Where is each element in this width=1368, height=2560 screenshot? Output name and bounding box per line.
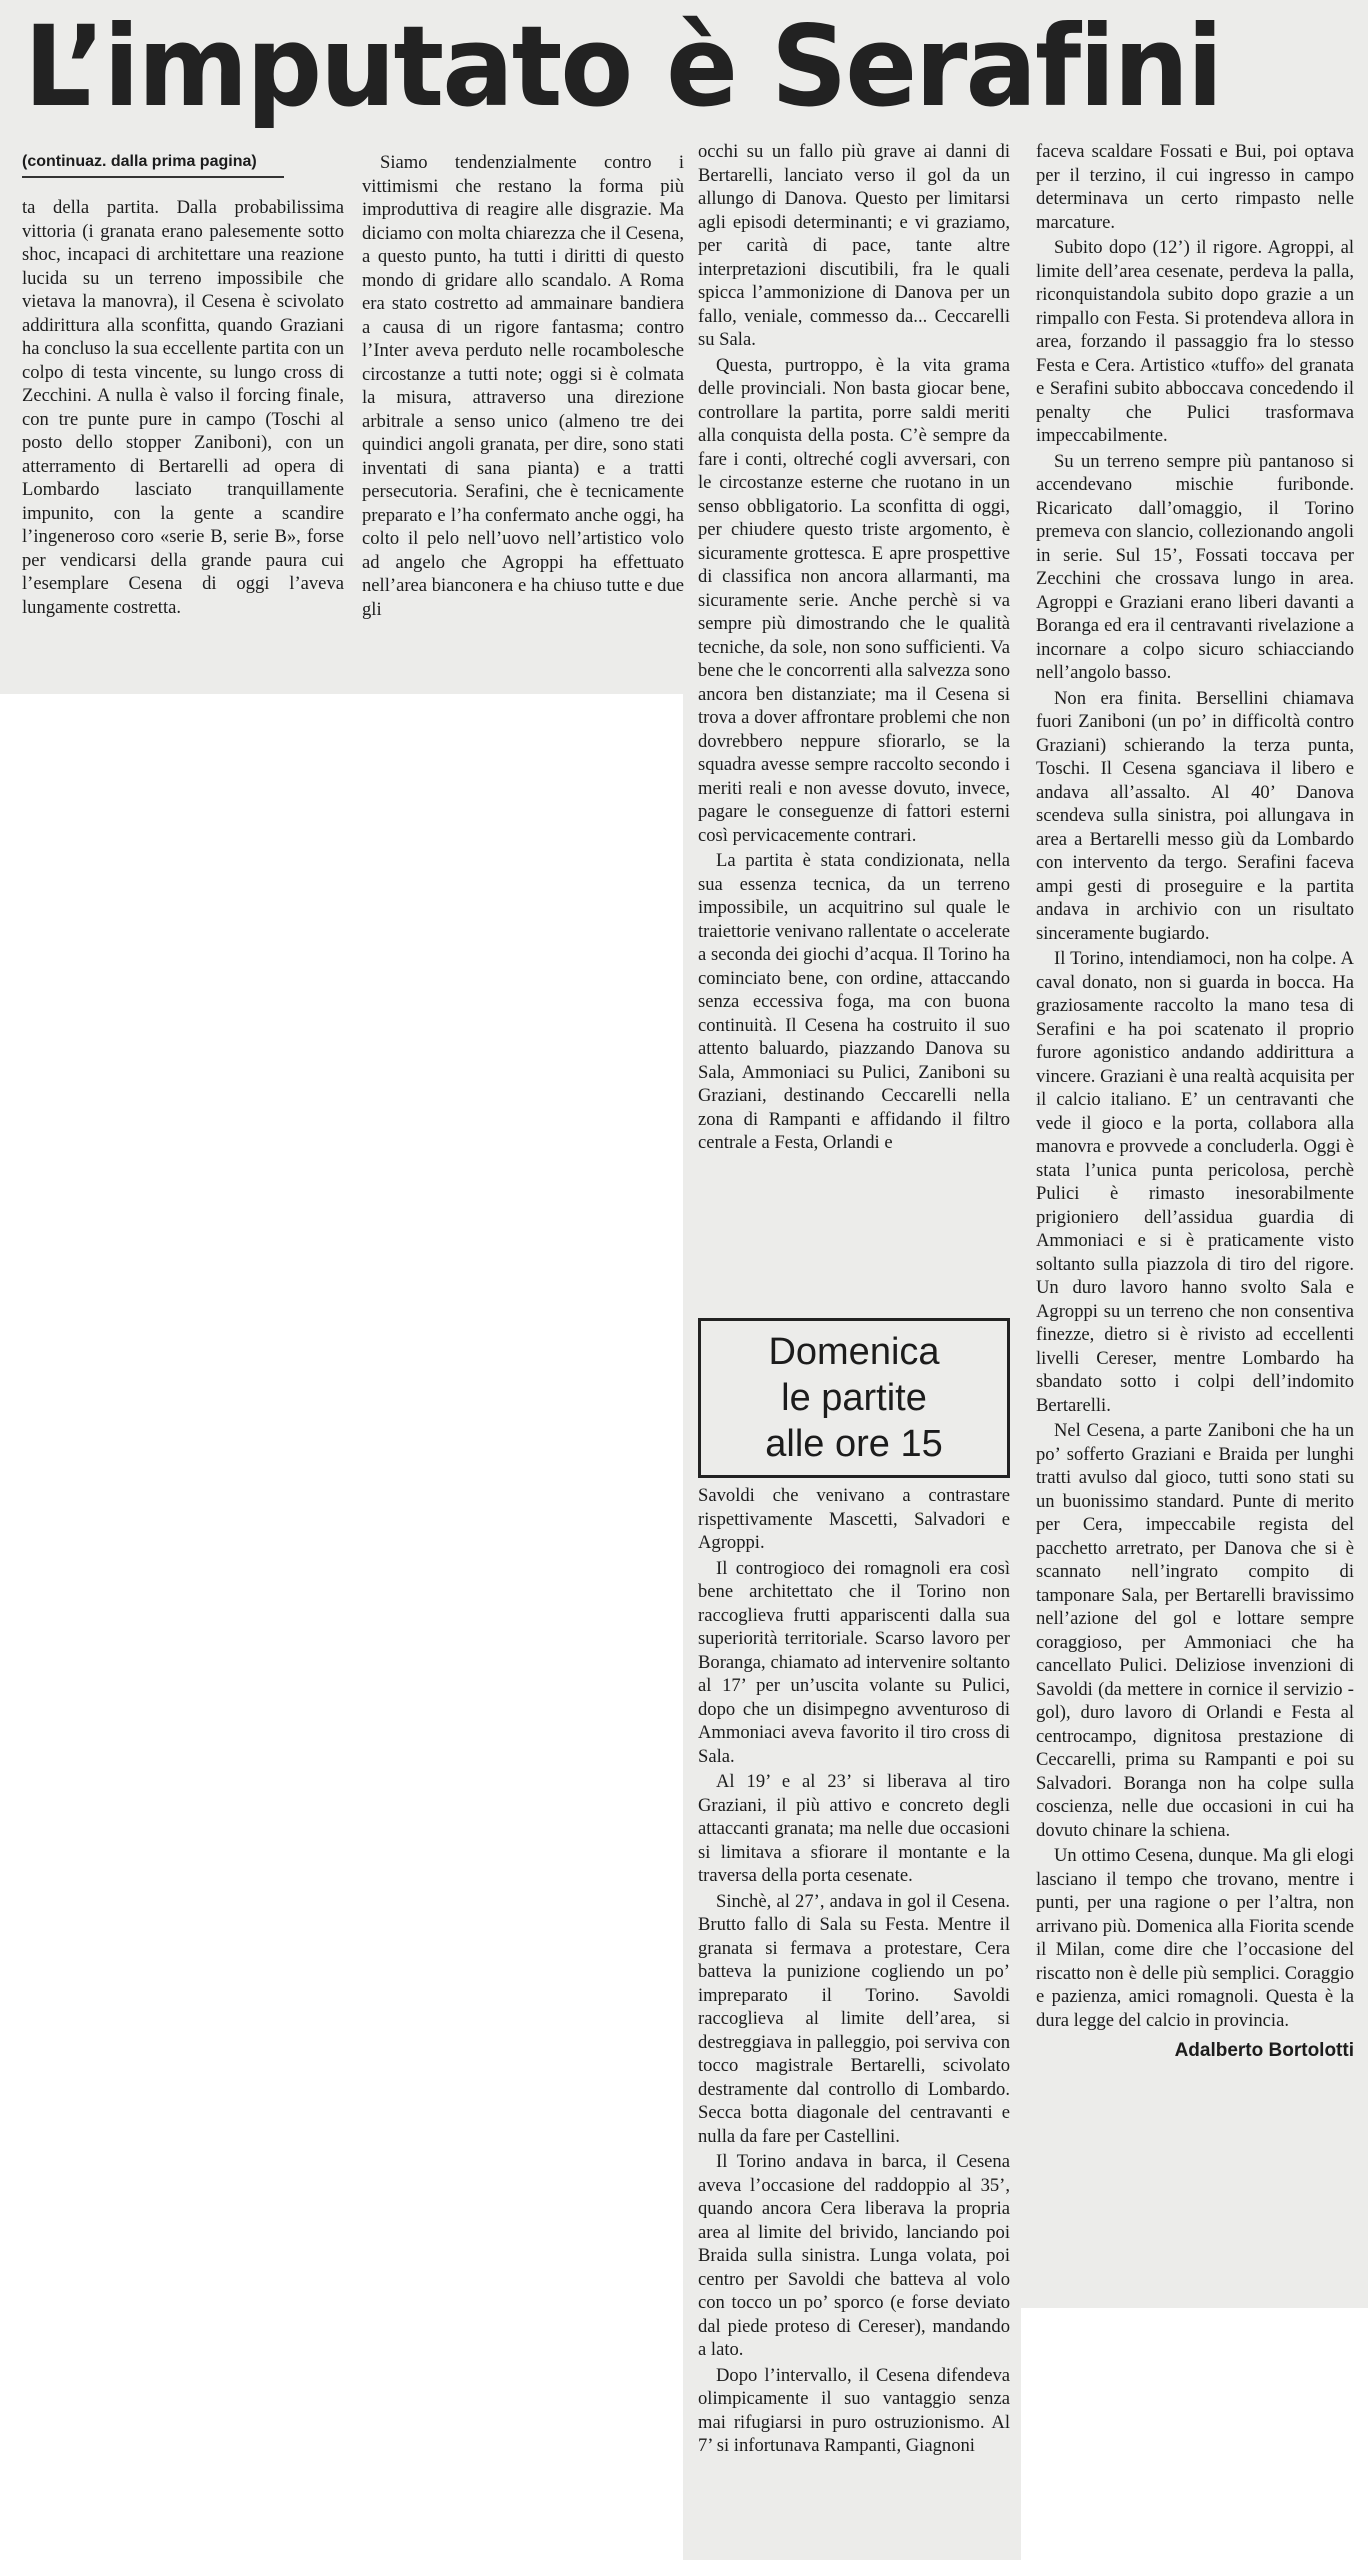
paragraph: Dopo l’intervallo, il Cesena difendeva olimpicamente il suo vantaggio senza mai rifugiarsi in puro ostruzionismo. Al 7’ si infortunava Rampanti, Giagnoni [698, 2364, 1010, 2456]
paragraph: Sinchè, al 27’, andava in gol il Cesena. Brutto fallo di Sala su Festa. Mentre il granata si fermava a protestare, Cera batteva la punizione cogliendo un po’ impreparato il Torino. Savoldi raccoglieva al limite dell’area, si destreggiava in palleggio, poi serviva con tocco magistrale Bertarelli, scivolato destramente dal controllo di Lombardo. Secca botta diagonale del centravanti e nulla da fare per Castellini. [698, 1890, 1010, 2147]
paragraph: Siamo tendenzialmente contro i vittimismi che restano la forma più improduttiva di reagire alle disgrazie. Ma diciamo con molta chiarezza che il Cesena, a questo punto, ha tutti i diritti di questo mondo di gridare allo scandalo. A Roma era stato costretto ad ammainare bandiera a causa di un rigore fantasma; contro l’Inter aveva perduto nelle rocambolesche circostanze a tutti note; oggi si è colmata la misura, attraverso una direzione arbitrale a senso unico (almeno tre dei quindici angoli granata, per dire, sono stati inventati di sana pianta) e a tratti persecutoria. Serafini, che è tecnicamente preparato e l’ha confermato anche oggi, ha colto il pelo nell’uovo nell’artistico volo ad angelo che Agroppi ha effettuato nell’area bianconera e ha chiuso tutte e due gli [362, 152, 684, 620]
paragraph: Il controgioco dei romagnoli era così bene architettato che il Torino non raccoglieva frutti appariscenti dalla sua superiorità territoriale. Scarso lavoro per Boranga, chiamato ad intervenire soltanto al 17’ per un’uscita volante su Pulici, dopo che un disimpegno avventuroso di Ammoniaci aveva favorito il tiro cross di Sala. [698, 1557, 1010, 1767]
paragraph: La partita è stata condizionata, nella sua essenza tecnica, da un terreno impossibile, un acquitrino sul quale le traiettorie venivano rallentate o accelerate a seconda dei giochi d’acqua. Il Torino ha cominciato bene, con ordine, attaccando senza eccessiva foga, ma con buona continuità. Il Cesena ha costruito il suo attento baluardo, piazzando Danova su Sala, Ammoniaci su Pulici, Zaniboni su Graziani, destinando Ceccarelli nella zona di Rampanti e affidando il filtro centrale a Festa, Orlandi e [698, 850, 1010, 1153]
paragraph: Savoldi che venivano a contrastare rispettivamente Mascetti, Salvadori e Agroppi. [698, 1485, 1010, 1553]
paragraph: Il Torino, intendiamoci, non ha colpe. A caval donato, non si guarda in bocca. Ha graziosamente raccolto la mano tesa di Serafini e ha poi scatenato il proprio furore agonistico andando addirittura a vincere. Graziani è una realtà acquisita per il calcio italiano. E’ un centravanti che vede il gioco e la porta, collabora alla manovra e provvede a concluderla. Oggi è stata l’unica punta pericolosa, perchè Pulici è rimasto inesorabilmente prigioniero dell’assidua guardia di Ammoniaci e si è praticamente visto soltanto sulla piazzola di tiro del rigore. Un duro lavoro hanno svolto Sala e Agroppi su un terreno che non consentiva finezze, dietro si è rivisto ad eccellenti livelli Cereser, mentre Lombardo ha sbandato sotto i colpi dell’indomito Bertarelli. [1036, 948, 1354, 1416]
paragraph: Su un terreno sempre più pantanoso si accendevano mischie furibonde. Ricaricato dall’omaggio, il Torino premeva con slancio, collezionando angoli in serie. Sul 15’, Fossati toccava per Zecchini che crossava lungo in area. Agroppi e Graziani erano liberi davanti a Boranga ed era il centravanti rivelazione a incornare a colpo sicuro schiacciando nell’angolo basso. [1036, 450, 1354, 683]
column-4 [1036, 140, 1354, 2302]
column-2 [362, 151, 684, 691]
paragraph: Non era finita. Bersellini chiamava fuori Zaniboni (un po’ in difficoltà contro Graziani) schierando la terza punta, Toschi. Il Cesena sganciava il libero e andava all’assalto. Al 40’ Danova scendeva sulla sinistra, poi allungava in area a Bertarelli messo giù da Lombardo con intervento da tergo. Serafini faceva ampi gesti di proseguire e la partita andava in archivio con un risultato sinceramente bugiardo. [1036, 687, 1354, 944]
announcement-line: le partite [781, 1377, 927, 1419]
column-3-top [698, 140, 1010, 1316]
continuation-note: (continuaz. dalla prima pagina) [22, 152, 284, 178]
headline: L’imputato è Serafini [24, 5, 1222, 129]
column-3-bottom [698, 1484, 1010, 2556]
paragraph: Subito dopo (12’) il rigore. Agroppi, al limite dell’area cesenate, perdeva la palla, riconquistandola subito dopo grazie a un rimpallo con Festa. Si protendeva allora in area, forzando il passaggio fra lo stesso Festa e Cera. Artistico «tuffo» del granata e Serafini subito abboccava concedendo il penalty che Pulici trasformava impeccabilmente. [1036, 237, 1354, 446]
column-1 [22, 196, 344, 688]
byline: Adalberto Bortolotti [1174, 2040, 1354, 2061]
announcement-line: alle ore 15 [765, 1423, 943, 1465]
announcement-box [698, 1318, 1010, 1478]
paragraph: Questa, purtroppo, è la vita grama delle provinciali. Non basta giocar bene, controllare la partita, porre saldi meriti alla conquista della posta. C’è sempre da fare i conti, oltreché cogli avversari, con le circostanze esterne che ruotano in un senso obbligatorio. La sconfitta di oggi, per chiudere questo triste argomento, è sicuramente grottesca. E apre prospettive di classifica non ancora allarmanti, ma sicuramente serie. Anche perchè si va sempre più dimostrando che le qualità tecniche, da sole, non sono sufficienti. Va bene che le concorrenti alla salvezza sono ancora ben distanziate; ma il Cesena si trova a dover affrontare problemi che non dovrebbero neppure sfiorarlo, se la squadra avesse sempre raccolto secondo i meriti reali e non avesse dovuto, invece, pagare le conseguenze di fattori esterni così pervicacemente contrari. [698, 354, 1010, 846]
announcement-line: Domenica [768, 1331, 940, 1373]
paragraph: ta della partita. Dalla probabilissima vittoria (i granata erano palesemente sotto shoc, incapaci di architettare una reazione lucida su un terreno impossibile che vietava la manovra), il Cesena è scivolato addirittura alla sconfitta, quando Graziani ha concluso la sua eccellente partita con un colpo di testa vincente, su lungo cross di Zecchini. A nulla è valso il forcing finale, con tre punte pure in campo (Toschi al posto dello stopper Zaniboni), con un atterramento di Bertarelli ad opera di Lombardo lasciato tranquillamente impunito, con la gente a scandire l’ingeneroso coro «serie B, serie B», forse per vendicarsi della grande paura cui l’esemplare Cesena di oggi l’aveva lungamente costretta. [22, 197, 344, 618]
paragraph: Un ottimo Cesena, dunque. Ma gli elogi lasciano il tempo che trovano, mentre i punti, per una ragione o per l’altra, non arrivano più. Domenica alla Fiorita scende il Milan, come dire che l’occasione del riscatto non è delle più semplici. Coraggio e pazienza, amici romagnoli. Questa è la dura legge del calcio in provincia. [1036, 1845, 1354, 2031]
paragraph: faceva scaldare Fossati e Bui, poi optava per il terzino, il cui ingresso in campo determinava un certo rimpasto nelle marcature. [1036, 141, 1354, 233]
paragraph: Nel Cesena, a parte Zaniboni che ha un po’ sofferto Graziani e Braida per lunghi tratti avulso dal gioco, tutti sono stati su un buonissimo standard. Punte di merito per Cera, impeccabile regista del pacchetto arretrato, per Danova che si è scannato nell’ingrato compito di tamponare Sala, per Bertarelli bravissimo nell’azione del gol e lottare sempre coraggioso, per Ammoniaci che ha cancellato Pulici. Deliziose invenzioni di Savoldi (da mettere in cornice il servizio - gol), duro lavoro di Orlandi e Festa al centrocampo, dignitosa prestazione di Ceccarelli, prima su Rampanti e poi su Salvadori. Boranga non ha colpe sulla coscienza, nelle due occasioni in cui ha dovuto chinare la schiena. [1036, 1420, 1354, 1841]
paragraph: occhi su un fallo più grave ai danni di Bertarelli, lanciato verso il gol da un allungo di Danova. Questo per limitarsi agli episodi determinanti; e vi graziamo, per carità di pace, tante altre interpretazioni discutibili, fra le quali spicca l’ammonizione di Danova per un fallo, veniale, commesso da... Ceccarelli su Sala. [698, 141, 1010, 350]
paragraph: Il Torino andava in barca, il Cesena aveva l’occasione del raddoppio al 35’, quando ancora Cera liberava la propria area al limite del brivido, lanciando poi Braida sulla sinistra. Lunga volata, poi centro per Savoldi che batteva al volo con tocco un po’ sporco (e forse deviato dal piede proteso di Cereser), mandando a lato. [698, 2151, 1010, 2360]
paragraph: Al 19’ e al 23’ si liberava al tiro Graziani, il più attivo e concreto degli attaccanti granata; ma nelle due occasioni si limitava a sfiorare il montante e la traversa della porta cesenate. [698, 1771, 1010, 1886]
